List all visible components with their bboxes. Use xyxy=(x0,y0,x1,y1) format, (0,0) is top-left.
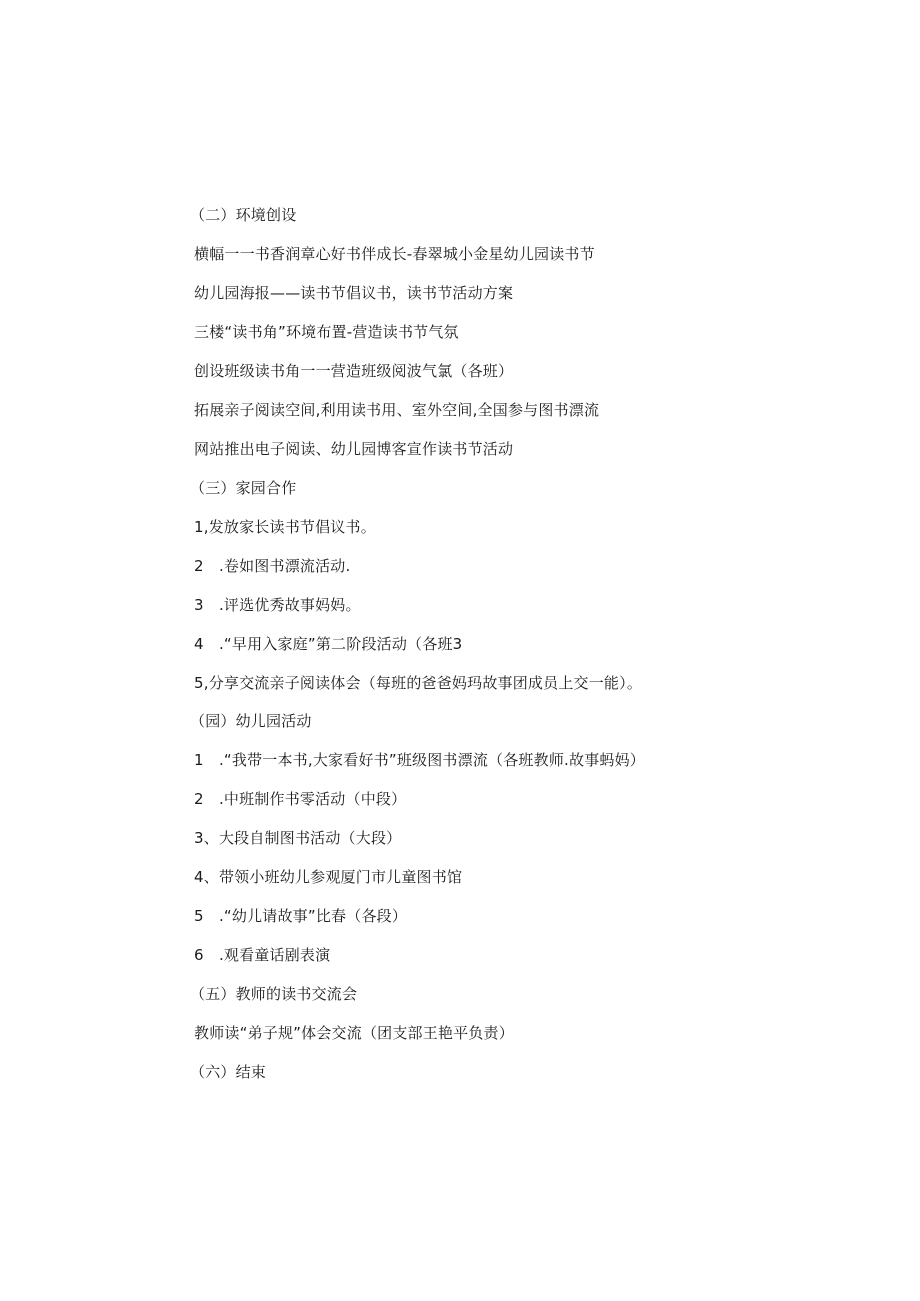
paragraph-line: 创设班级读书角一一营造班级阅波气氯（各班） xyxy=(194,362,514,380)
paragraph-line: 横幅一一书香润章心好书伴成长-春翠城小金星幼儿园读书节 xyxy=(194,245,595,263)
paragraph-line: 教师读“弟子规”体会交流（团支部王艳平负责） xyxy=(194,1024,514,1042)
list-item: 1 .“我带一本书,大家看好书”班级图书漂流（各班教师.故事蚂妈） xyxy=(194,751,645,769)
paragraph-line: 三楼“读书角”环境布置-营造读书节气氛 xyxy=(194,323,459,341)
section-heading-kindergarten-activities: （园）幼儿园活动 xyxy=(190,712,312,730)
section-heading-conclusion: （六）结束 xyxy=(190,1063,267,1081)
section-heading-environment: （二）环境创设 xyxy=(190,206,297,224)
list-item: 2 .中班制作书零活动（中段） xyxy=(194,790,407,808)
section-heading-home-school: （三）家园合作 xyxy=(190,479,297,497)
paragraph-line: 网站推出电子阅读、幼儿园博客宣作读书节活动 xyxy=(194,440,514,458)
paragraph-line: 拓展亲子阅读空间,利用读书用、室外空间,全国参与图书漂流 xyxy=(194,401,600,419)
list-item: 3 .评选优秀故事妈妈。 xyxy=(194,596,361,614)
paragraph-line: 幼儿园海报——读书节倡议书，读书节活动方案 xyxy=(194,284,514,302)
list-item: 4 .“早用入家庭”第二阶段活动（各班3 xyxy=(194,635,463,653)
list-item: 4、带领小班幼儿参观厦门市儿童图书馆 xyxy=(194,868,463,886)
list-item: 6 .观看童话剧表演 xyxy=(194,946,331,964)
list-item: 1,发放家长读书节倡议书。 xyxy=(194,518,376,536)
list-item: 5,分享交流亲子阅读体会（每班的爸爸妈玛故事团成员上交一能）。 xyxy=(194,674,643,692)
list-item: 3、大段自制图书活动（大段） xyxy=(194,829,402,847)
list-item: 2 .卷如图书漂流活动. xyxy=(194,557,351,575)
list-item: 5 .“幼儿请故事”比春（各段） xyxy=(194,907,408,925)
section-heading-teacher-exchange: （五）教师的读书交流会 xyxy=(190,985,358,1003)
